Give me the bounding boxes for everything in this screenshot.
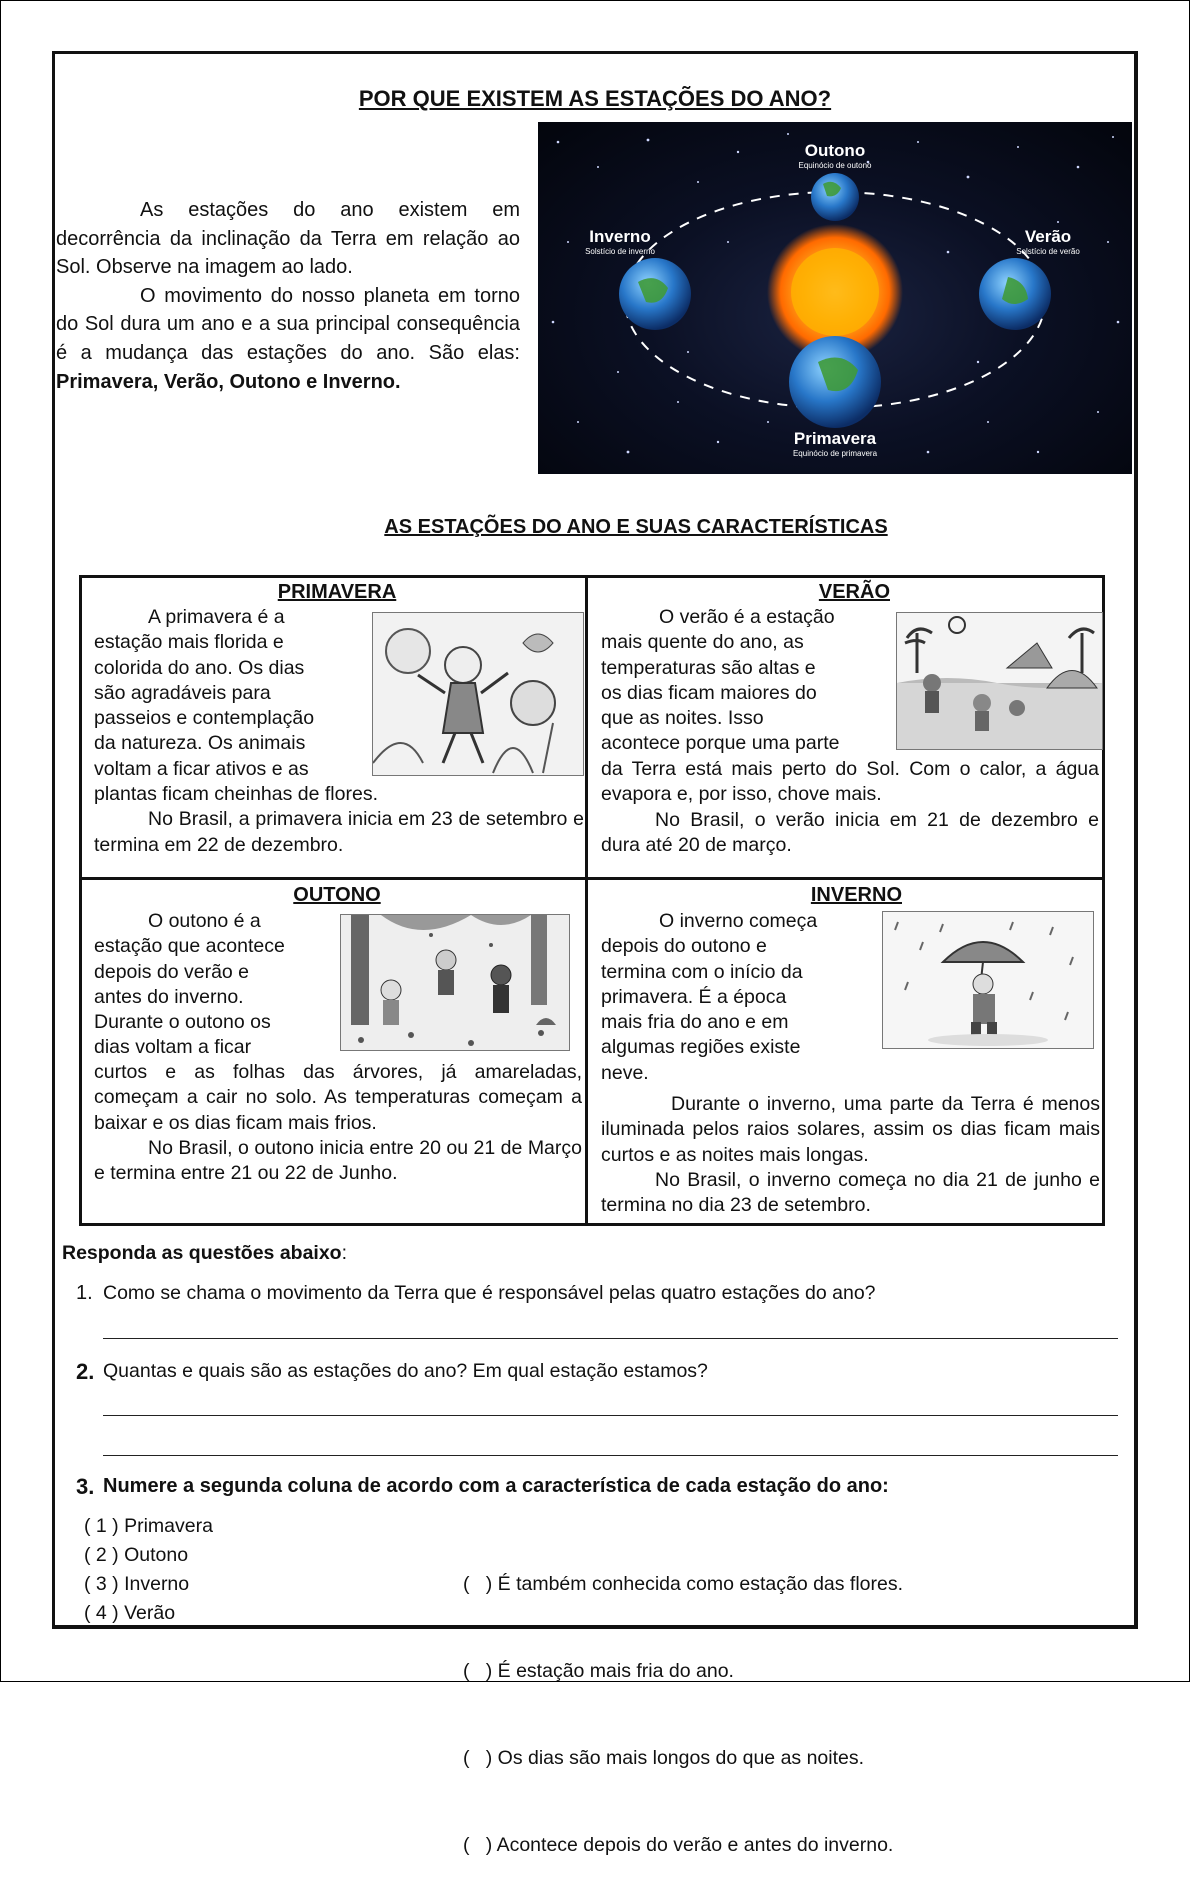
questions-heading-colon: : xyxy=(341,1242,348,1264)
intro-text xyxy=(56,196,520,396)
label-outono-sub: Equinócio de outono xyxy=(798,161,872,170)
intro-paragraph-2-text: O movimento do nosso planeta em torno do Sol dura um ano e a sua principal consequência é a mudança das estações do ano. São elas: xyxy=(56,284,520,364)
outono-illustration xyxy=(340,914,570,1051)
outono-title-wrap xyxy=(82,884,592,907)
primavera-illustration xyxy=(372,612,584,776)
primavera-line: são agradáveis para xyxy=(94,681,271,704)
primavera-line: passeios e contemplação xyxy=(94,707,315,730)
primavera-line: da natureza. Os animais xyxy=(94,732,306,755)
intro-paragraph-1: As estações do ano existem em decorrência da inclinação da Terra em relação ao Sol. Observe na imagem ao lado. xyxy=(56,199,520,279)
inverno-brazil: No Brasil, o inverno começa no dia 21 de junho e termina no dia 23 de setembro. xyxy=(601,1168,1100,1217)
inverno-paragraph-2: Durante o inverno, uma parte da Terra é menos iluminada pelos raios solares, assim os dias ficam mais curtos e as noites mais longas. xyxy=(601,1093,1100,1166)
orbit-illustration xyxy=(538,122,1132,474)
questions-heading xyxy=(62,1242,347,1265)
answer-line-2[interactable] xyxy=(103,1415,1118,1416)
outono-line: O outono é a xyxy=(148,910,261,932)
inverno-illustration xyxy=(882,911,1094,1049)
match-left-column xyxy=(84,1512,213,1628)
outono-title: OUTONO xyxy=(293,884,381,906)
verao-line: acontece porque uma parte xyxy=(601,732,840,755)
verao-text-rest xyxy=(601,757,1099,858)
outono-text-rest xyxy=(94,1060,582,1186)
inverno-title: INVERNO xyxy=(810,884,902,906)
verao-rest: da Terra está mais perto do Sol. Com o calor, a água evapora e, por isso, chove mais. xyxy=(601,758,1099,806)
label-primavera: Primavera xyxy=(793,429,877,448)
inverno-line: primavera. É a época xyxy=(601,985,787,1008)
question-2-text: Quantas e quais são as estações do ano? Em qual estação estamos? xyxy=(103,1360,708,1382)
outono-line: antes do inverno. xyxy=(94,985,244,1008)
label-inverno: Inverno xyxy=(589,227,651,246)
primavera-line: estação mais florida e xyxy=(94,631,284,654)
primavera-rest: plantas ficam cheinhas de flores. xyxy=(94,783,378,805)
outono-line: depois do verão e xyxy=(94,960,250,983)
question-2-number: 2. xyxy=(76,1359,95,1384)
inverno-text-rest xyxy=(601,1092,1100,1218)
inverno-line: algumas regiões existe xyxy=(601,1036,801,1059)
outono-text-wrap xyxy=(94,909,320,1061)
primavera-text-wrap xyxy=(94,605,349,782)
verao-line: O verão é a estação xyxy=(659,606,835,628)
inverno-line: termina com o início da xyxy=(601,960,803,983)
match-right-column xyxy=(463,1512,903,1889)
inverno-text-wrap xyxy=(601,909,861,1086)
answer-line-3[interactable] xyxy=(103,1455,1118,1456)
inverno-title-wrap xyxy=(588,884,1108,907)
seasons-orbit-diagram xyxy=(538,122,1132,474)
inverno-line: neve. xyxy=(601,1061,649,1084)
table-divider-horizontal xyxy=(79,877,1105,880)
primavera-text-rest xyxy=(94,782,584,858)
primavera-brazil: No Brasil, a primavera inicia em 23 de setembro e termina em 22 de dezembro. xyxy=(94,808,584,856)
inverno-line: O inverno começa xyxy=(659,910,818,932)
intro-seasons-list: Primavera, Verão, Outono e Inverno. xyxy=(56,370,401,393)
primavera-line: A primavera é a xyxy=(148,606,285,628)
label-primavera-sub: Equinócio de primavera xyxy=(792,449,878,458)
match-right-item[interactable]: ( ) É estação mais fria do ano. xyxy=(463,1660,734,1682)
verao-brazil: No Brasil, o verão inicia em 21 de dezembro e dura até 20 de março. xyxy=(601,808,1099,856)
match-left-item: ( 4 ) Verão xyxy=(84,1602,176,1624)
page-title: POR QUE EXISTEM AS ESTAÇÕES DO ANO? xyxy=(358,86,832,111)
outono-line: dias voltam a ficar xyxy=(94,1036,252,1059)
verao-illustration xyxy=(896,612,1103,750)
question-1-text: Como se chama o movimento da Terra que é responsável pelas quatro estações do ano? xyxy=(103,1282,876,1304)
answer-line-1[interactable] xyxy=(103,1338,1118,1339)
verao-line: os dias ficam maiores do xyxy=(601,681,817,704)
label-outono: Outono xyxy=(804,141,866,160)
question-3-text: Numere a segunda coluna de acordo com a característica de cada estação do ano: xyxy=(103,1475,889,1497)
intro-paragraph-2 xyxy=(56,282,520,396)
section-title: AS ESTAÇÕES DO ANO E SUAS CARACTERÍSTICAS xyxy=(384,516,888,538)
question-1-number: 1. xyxy=(76,1282,93,1304)
label-verao: Verão xyxy=(1024,227,1072,246)
verao-title-wrap xyxy=(588,581,1108,604)
verao-title: VERÃO xyxy=(818,581,890,603)
match-left-item: ( 1 ) Primavera xyxy=(84,1515,213,1537)
question-3-number: 3. xyxy=(76,1474,95,1499)
questions-heading-text: Responda as questões abaixo xyxy=(62,1242,342,1264)
outono-rest: curtos e as folhas das árvores, já amareladas, começam a cair no solo. As temperaturas começam a baixar e os dias ficam mais frios. xyxy=(94,1061,582,1134)
primavera-line: colorida do ano. Os dias xyxy=(94,656,305,679)
match-right-item[interactable]: ( ) É também conhecida como estação das flores. xyxy=(463,1573,904,1595)
earth-autumn xyxy=(811,173,859,221)
label-verao-sub: Solstício de verão xyxy=(1016,247,1080,256)
inverno-line: depois do outono e xyxy=(601,935,767,958)
outono-brazil: No Brasil, o outono inicia entre 20 ou 21 de Março e termina entre 21 ou 22 de Junho. xyxy=(94,1136,582,1185)
verao-line: temperaturas são altas e xyxy=(601,656,816,679)
inverno-line: mais fria do ano e em xyxy=(601,1011,789,1034)
primavera-title: PRIMAVERA xyxy=(277,581,397,603)
verao-text-wrap xyxy=(601,605,876,757)
primavera-line: voltam a ficar ativos e as xyxy=(94,757,309,780)
outono-line: estação que acontece xyxy=(94,935,285,958)
match-right-item[interactable]: ( ) Os dias são mais longos do que as noites. xyxy=(463,1747,865,1769)
outono-line: Durante o outono os xyxy=(94,1011,271,1034)
match-left-item: ( 2 ) Outono xyxy=(84,1544,189,1566)
match-right-item[interactable]: ( ) Acontece depois do verão e antes do inverno. xyxy=(463,1834,894,1856)
label-inverno-sub: Solstício de inverno xyxy=(585,247,655,256)
verao-line: que as noites. Isso xyxy=(601,707,764,730)
verao-line: mais quente do ano, as xyxy=(601,631,804,654)
match-left-item: ( 3 ) Inverno xyxy=(84,1573,190,1595)
